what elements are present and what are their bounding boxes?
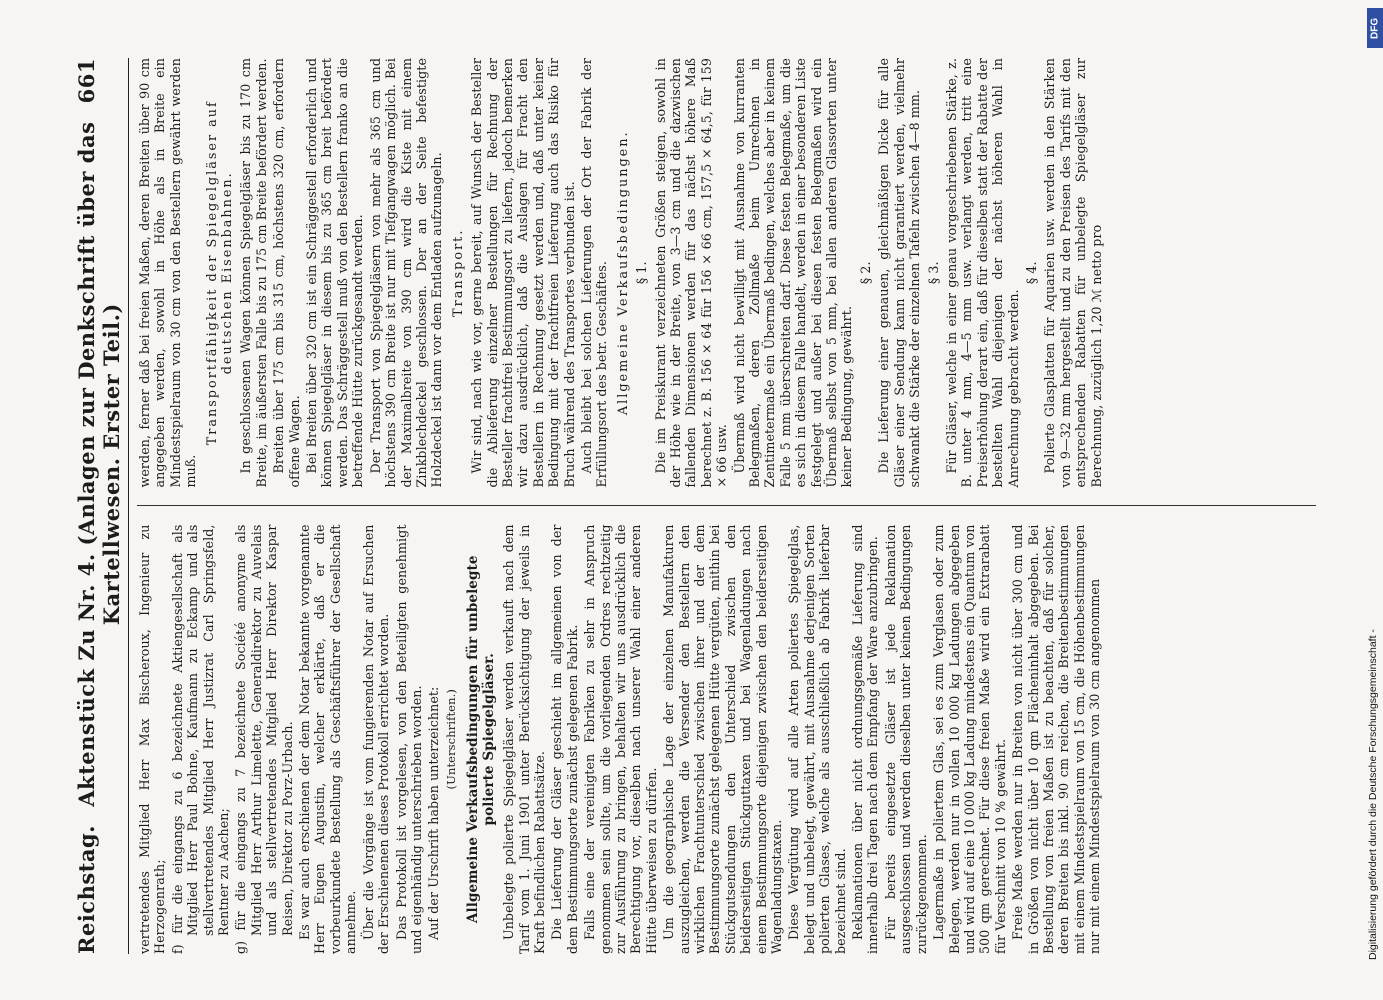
list-item-g: g) für die eingangs zu 7 bezeichnete Société anonyme als Mitglied Herr Arthur Limelette, Generaldirektor zu Auvelais und als stellvertretendes Mitglied Herr Direktor Kaspar Reisen, Direktor zu Porz-Urbach. — [233, 524, 295, 954]
text-columns — [137, 58, 1316, 954]
paragraph: Diese Vergütung wird auf alle Arten poliertes Spiegelglas, belegt und unbelegt, gewährt, mit Ausnahme derjenigen Sorten polierten Glases, welche als ausschließlich ab Fabrik lieferbar bezeichnet sind. — [786, 524, 848, 954]
paragraph: Freie Maße werden nur in Breiten von nicht über 300 cm und in Größen von nicht über 10 qm Flächeninhalt abgegeben. Bei Bestellung von freien Maßen ist zu beachten, daß für solcher, deren Breiten bis inkl. 90 cm reichen, die Breitenbestimmungen mit einem Mindestspielraum von 15 cm, die Höhenbestimmungen nur mit einem Mindestspielraum von 30 cm angenommen — [1010, 524, 1103, 954]
paragraph: Polierte Glasplatten für Aquarien usw. werden in den Stärken von 9—32 mm hergestellt und zu den Preisen des Tarifs mit den entsprechenden Rabatten für unbelegte Spiegelgläser zur Berechnung, zuzüglich 1,20 ℳ netto pro — [1042, 58, 1104, 488]
paragraph: Lagermaße in poliertem Glas, sei es zum Verglasen oder zum Belegen, werden nur in vollen 10 000 kg Ladungen abgegeben und wird auf eine 10 000 kg Ladung mindestens ein Quantum von 500 qm gerechnet. Für diese freien Maße wird ein Extrarabatt für Verschnitt von 10 % gewährt. — [931, 524, 1008, 954]
paragraph: Die im Preiskurant verzeichneten Größen steigen, sowohl in der Höhe wie in der Breite, von 3—3 cm und die dazwischen fallenden Dimensionen werden für das nächst höhere Maß berechnet z. B. 156 × 64 für 156 × 66 cm, 157,5 × 64,5, für 159 × 66 usw. — [652, 58, 730, 488]
paragraph: In geschlossenen Wagen können Spiegelgläser bis zu 170 cm Breite, im äußersten Falle bis zu 175 cm Breite befördert werden. — [238, 58, 269, 488]
header-left: Reichstag. — [74, 825, 99, 954]
paragraph: Falls eine der vereinigten Fabriken zu sehr in Anspruch genommen sein sollte, um die vorliegenden Ordres rechtzeitig zur Ausführung zu bringen, behalten wir uns ausdrücklich die Berechtigung vor, dieselben nach unserer Wahl einer anderen Hütte überweisen zu dürfen. — [582, 524, 659, 954]
paragraph: Es war auch erschienen der dem Notar bekannte vorgenannte Herr Eugen Augustin, welcher erklärte, daß er die vorbeurkundete Bestellung als Geschäftsführer der Gesellschaft annehme. — [297, 524, 359, 954]
section-number: § 2. — [857, 261, 873, 285]
paragraph: Bei Breiten über 320 cm ist ein Schräggestell erforderlich und können Spiegelgläser in diesem bis zu 365 cm breit befördert werden. Das Schräggestell muß von den Bestellern franko an die betreffende Hütte zurückgesandt werden. — [304, 58, 366, 488]
scanned-page — [56, 36, 1316, 976]
paragraph: Auch bleibt bei solchen Lieferungen der Ort der Fabrik der Erfüllungsort des betr. Geschäftes. — [578, 58, 610, 488]
paragraph: Über die Vorgänge ist vom fungierenden Notar auf Ersuchen der Erschienenen dieses Protokoll errichtet worden. — [360, 524, 392, 954]
subheading-verkaufsbedingungen: Allgemeine Verkaufsbedingungen. — [615, 130, 631, 416]
section-number: § 1. — [634, 261, 650, 285]
paragraph: Reklamationen über nicht ordnungsgemäße Lieferung sind innerhalb drei Tagen nach dem Empfang der Ware anzubringen. — [850, 524, 881, 954]
paragraph: Das Protokoll ist vorgelesen, von den Beteiligten genehmigt und eigenhändig unterschrieben worden. — [393, 524, 424, 954]
column-right — [137, 58, 1316, 488]
paragraph: vertretendes Mitglied Herr Max Bischeroux, Ingenieur zu Herzogenrath; — [137, 524, 168, 954]
paragraph: Auf der Urschrift haben unterzeichnet: — [426, 686, 442, 940]
running-head — [74, 58, 129, 954]
paragraph: Um die geographische Lage der einzelnen Manufakturen auszugleichen, werden die Versender den Bestellern den wirklichen Frachtunterschied zwischen ihrer und der dem Bestimmungsorte zunächst gelegenen Hütte vergüten, mithin bei Stückgutsendungen den Unterschied zwischen den beiderseitigen Stückguttaxen und bei Wagenladungen nach einem Bestimmungsorte diejenigen zwischen den beiderseitigen Wagenladungstaxen. — [661, 524, 785, 954]
paragraph: Die Lieferung einer genauen, gleichmäßigen Dicke für alle Gläser einer Sendung kann nicht garantiert werden, vielmehr schwankt die Stärke der einzelnen Tafeln zwischen 4—8 mm. — [876, 58, 923, 488]
page-number: 661 — [74, 58, 99, 104]
header-center: Aktenstück Zu Nr. 4. (Anlagen zur Denkschrift über das Kartellwesen. Erster Teil.) — [74, 121, 124, 807]
paragraph: Übermaß wird nicht bewilligt mit Ausnahme von kurranten Belegmaßen, deren Zollmaße beim Umrechnen in Zentimetermaße ein Übermaß bedingen, welches aber in keinem Falle 5 mm überschreiten darf. Diese festen Belegmaße, um die es sich in diesem Falle handelt, werden in einer besonderen Liste festgelegt und außer bei diesen festen Belegmaßen wird ein Übermaß selbst von 5 mm, bei allen anderen Glassorten unter keiner Bedingung, gewährt. — [731, 58, 855, 488]
paragraph: Für bereits eingesetzte Gläser ist jede Reklamation ausgeschlossen und werden dieselben unter keinen Bedingungen zurückgenommen. — [882, 524, 929, 954]
digitization-credit: Digitalisierung gefördert durch die Deutsche Forschungsgemeinschaft - — [1367, 629, 1379, 960]
section-number: § 4. — [1023, 261, 1039, 285]
signatures-note: (Unterschriften.) — [443, 689, 458, 790]
column-divider — [137, 506, 1316, 507]
section-heading: Allgemeine Verkaufsbedingungen für unbelegte polierte Spiegelgläser. — [465, 555, 498, 924]
paragraph: Der Transport von Spiegelgläsern von mehr als 365 cm und höchstens 390 cm Breite ist nur mit Tiefgangwagen möglich. Bei der Maximalbreite von 390 cm wird die Kiste mit einem Zinkblechdeckel geschlossen. Der an der Seite befestigte Holzdeckel ist dann vor dem Entladen aufzunageln. — [367, 58, 445, 488]
section-number: § 3. — [925, 261, 941, 285]
column-left — [137, 525, 1316, 955]
paragraph: Breiten über 175 cm bis 315 cm, höchstens 320 cm, erfordern offene Wagen. — [271, 58, 302, 488]
subheading-transport: Transport. — [450, 228, 466, 317]
dfg-logo: DFG — [1367, 8, 1383, 48]
rotated-page-content — [56, 36, 1316, 976]
paragraph: Die Lieferung der Gläser geschieht im allgemeinen von der dem Bestimmungsorte zunächst gelegenen Fabrik. — [549, 524, 580, 954]
list-item-f: f) für die eingangs zu 6 bezeichnete Aktiengesellschaft als Mitglied Herr Paul Bohne, Kaufmann zu Eckamp und als stellvertretendes Mitglied Herr Justizrat Carl Springsfeld, Rentner zu Aachen; — [169, 524, 232, 954]
paragraph: Wir sind, nach wie vor, gerne bereit, auf Wunsch der Besteller die Ablieferung einzelner Bestellungen für Rechnung der Besteller frachtfrei Bestimmungsort zu liefern, jedoch bemerken wir dazu ausdrücklich, daß die Auslagen für Fracht den Bestellern in Rechnung gesetzt werden und, daß unter keiner Bedingung mit der frachtfreien Lieferung auch das Risiko für Bruch während des Transportes verbunden ist. — [469, 58, 577, 488]
paragraph: Für Gläser, welche in einer genau vorgeschriebenen Stärke, z. B. unter 4 mm, 4—5 mm usw. verlangt werden, tritt eine Preiserhöhung derart ein, daß für dieselben statt der Rabatte der bestellten Wahl diejenigen der nächst höheren Wahl in Anrechnung gebracht werden. — [943, 58, 1021, 488]
paragraph: Unbelegte polierte Spiegelgläser werden verkauft nach dem Tarif vom 1. Juni 1901 unter Berücksichtigung der jeweils in Kraft befindlichen Rabattsätze. — [501, 524, 547, 954]
paragraph: werden, ferner daß bei freien Maßen, deren Breiten über 90 cm angegeben werden, sowohl in Höhe als in Breite ein Mindestspielraum von 30 cm von den Bestellern gewährt werden muß. — [137, 58, 199, 488]
subheading-transportfaehigkeit: Transportfähigkeit der Spiegelgläser auf deutschen Eisenbahnen. — [204, 100, 236, 446]
